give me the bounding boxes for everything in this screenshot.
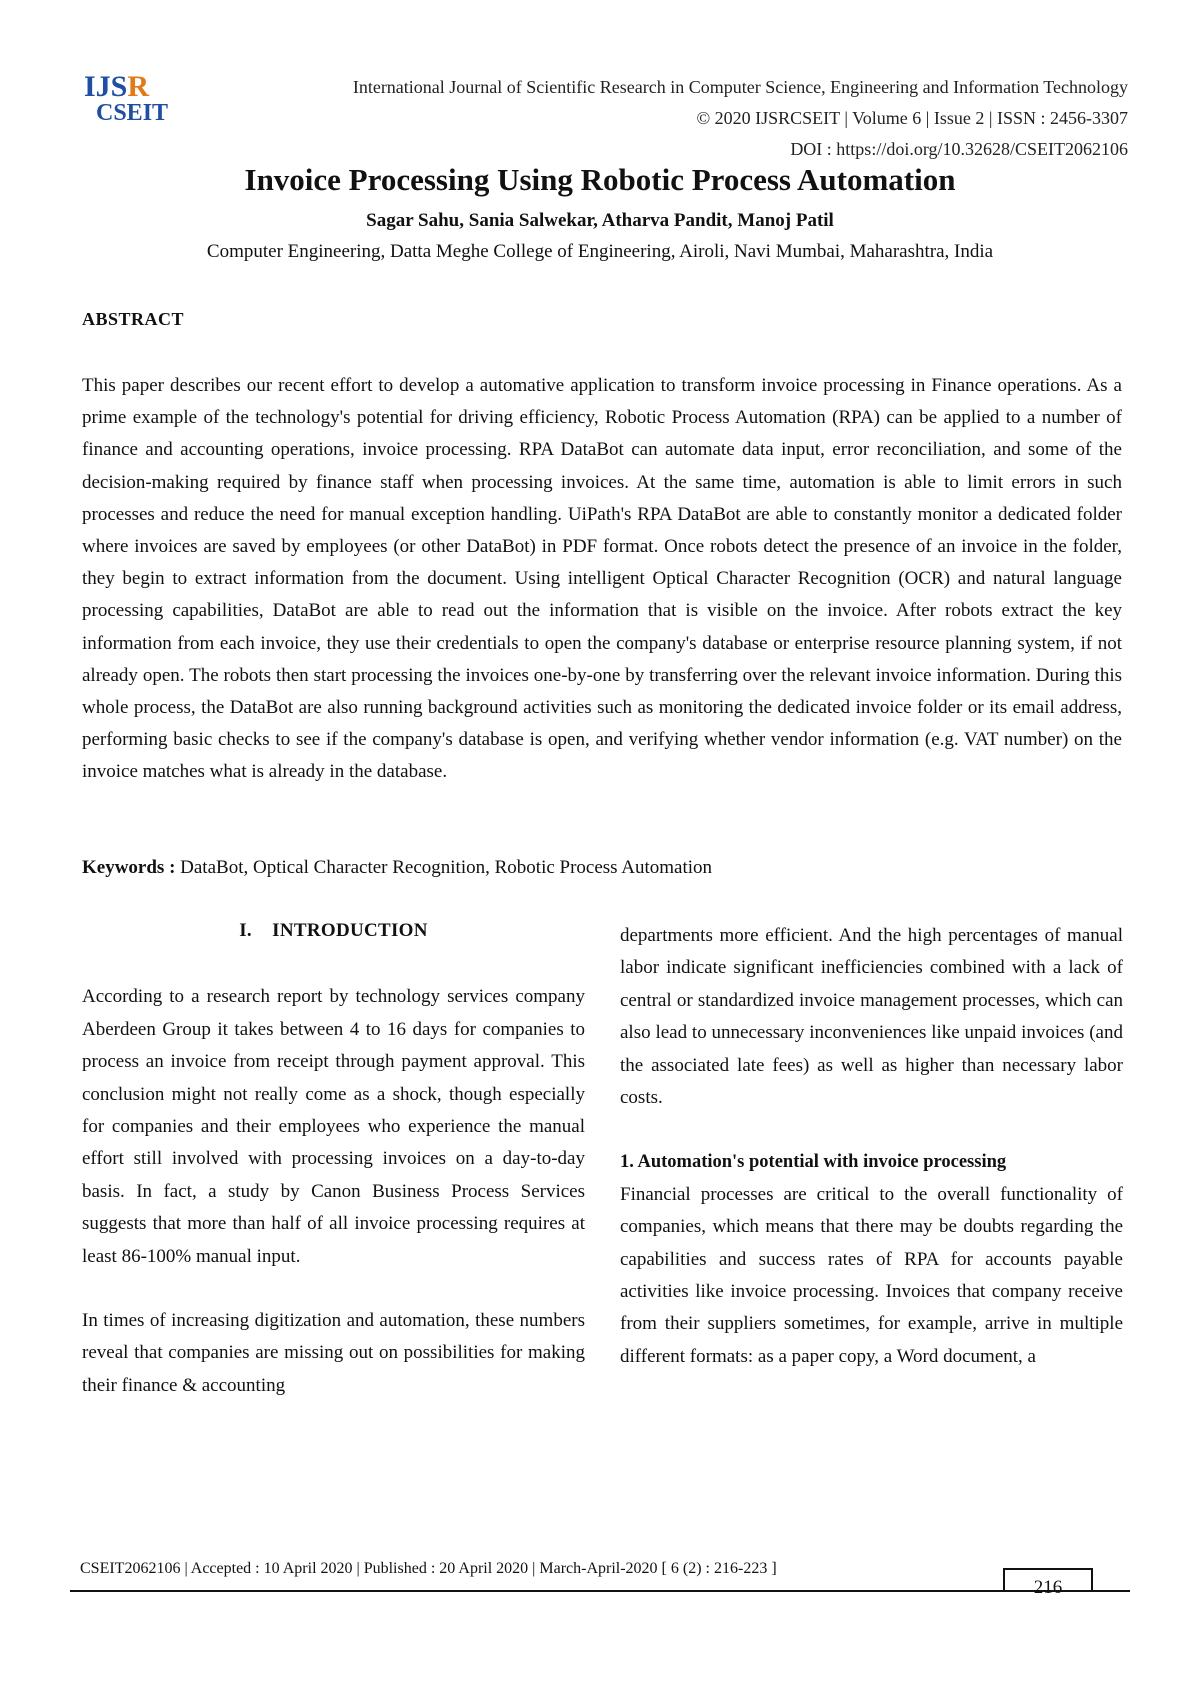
left-column bbox=[82, 915, 585, 1434]
logo-text-ijs: IJS bbox=[84, 70, 128, 103]
keywords-list: DataBot, Optical Character Recognition, Robotic Process Automation bbox=[175, 857, 713, 878]
logo-text-r: R bbox=[127, 70, 150, 103]
paper-affiliation: Computer Engineering, Datta Meghe College of Engineering, Airoli, Navi Mumbai, Maharashtra, India bbox=[206, 241, 994, 262]
footer-rule bbox=[70, 1590, 1130, 1592]
paper-title: Invoice Processing Using Robotic Process Automation bbox=[244, 162, 956, 197]
page-number: 216 bbox=[1033, 1577, 1063, 1598]
abstract-text: This paper describes our recent effort to develop a automative application to transform invoice processing in Finance operations. As a prime example of the technology's potential for driving efficiency, Robotic Process Automation (RPA) can be applied to a number of finance and accounting operations, invoice processing. RPA DataBot can automate data input, error reconciliation, and some of the decision-making required by finance staff when processing invoices. At the same time, automation is able to limit errors in such processes and reduce the need for manual exception handling. UiPath's RPA DataBot are able to constantly monitor a dedicated folder where invoices are saved by employees (or other DataBot) in PDF format. Once robots detect the presence of an invoice in the folder, they begin to extract information from the document. Using intelligent Optical Character Recognition (OCR) and natural language processing capabilities, DataBot are able to read out the information that is visible on the invoice. After robots extract the key information from each invoice, they use their credentials to open the company's database or enterprise resource planning system, if not already open. The robots then start processing the invoices one-by-one by transferring over the relevant invoice information. During this whole process, the DataBot are also running background activities such as monitoring the dedicated invoice folder or its email address, performing basic checks to see if the company's database is open, and verifying whether vendor information (e.g. VAT number) on the invoice matches what is already in the database. bbox=[82, 375, 1122, 783]
journal-logo bbox=[84, 70, 176, 134]
intro-paragraph-3: departments more efficient. And the high percentages of manual labor indicate significant inefficiencies combined with a lack of central or standardized invoice management processes, which can also lead to unnecessary inconveniences like unpaid invoices (and the associated late fees) as well as higher than necessary labor costs. bbox=[620, 925, 1123, 1109]
journal-header bbox=[353, 72, 1128, 165]
journal-doi: DOI : https://doi.org/10.32628/CSEIT2062106 bbox=[790, 139, 1128, 159]
logo-text-cseit: CSEIT bbox=[96, 100, 169, 126]
subsection-heading: 1. Automation's potential with invoice processing bbox=[620, 1152, 1007, 1173]
footer-citation: CSEIT2062106 | Accepted : 10 April 2020 | Published : 20 April 2020 | March-April-2020 [ 6 (2) : 216-223 ] bbox=[80, 1560, 777, 1577]
intro-paragraph-1: According to a research report by technology services company Aberdeen Group it takes between 4 to 16 days for companies to process an invoice from receipt through payment approval. This conclusion might not really come as a shock, though especially for companies and their employees who experience the manual effort still involved with processing invoices on a day-to-day basis. In fact, a study by Canon Business Process Services suggests that more than half of all invoice processing requires at least 86-100% manual input. bbox=[82, 986, 585, 1267]
section-heading-introduction: I. INTRODUCTION bbox=[239, 920, 428, 941]
intro-paragraph-2: In times of increasing digitization and automation, these numbers reveal that companies are missing out on possibilities for making their finance & accounting bbox=[82, 1310, 585, 1396]
abstract-heading: ABSTRACT bbox=[82, 309, 185, 329]
keywords bbox=[82, 852, 712, 884]
journal-volume: © 2020 IJSRCSEIT | Volume 6 | Issue 2 | ISSN : 2456-3307 bbox=[696, 108, 1128, 128]
journal-name: International Journal of Scientific Research in Computer Science, Engineering and Information Technology bbox=[352, 77, 1128, 97]
paper-authors: Sagar Sahu, Sania Salwekar, Atharva Pandit, Manoj Patil bbox=[366, 210, 834, 231]
intro-paragraph-4: Financial processes are critical to the overall functionality of companies, which means that there may be doubts regarding the capabilities and success rates of RPA for accounts payable activities like invoice processing. Invoices that company receive from their suppliers sometimes, for example, arrive in multiple different formats: as a paper copy, a Word document, a bbox=[620, 1183, 1123, 1367]
right-column bbox=[620, 920, 1123, 1373]
keywords-label: Keywords : bbox=[82, 857, 176, 878]
